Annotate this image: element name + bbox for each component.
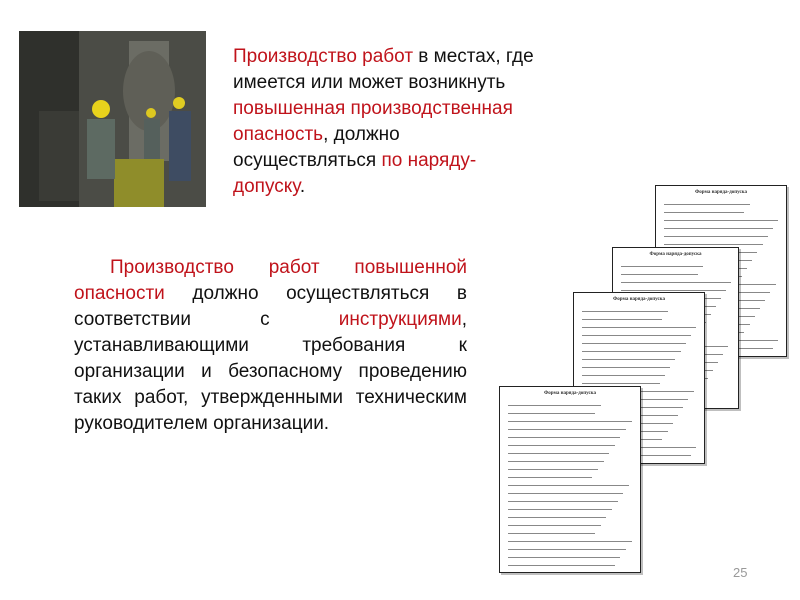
form-line (508, 453, 609, 454)
top-text-3: повышенная производственная опасность (233, 98, 513, 145)
form-line (508, 413, 595, 414)
form-line (582, 327, 696, 328)
top-text-2: в местах, где имеется или может возникнуть (233, 46, 534, 93)
form-line (508, 501, 617, 502)
form-line (508, 421, 631, 422)
form-line (582, 343, 686, 344)
bottom-text-1: Производство работ повышенной опасности (74, 257, 467, 304)
form-line (664, 244, 763, 245)
form-title: Форма наряда-допуска (613, 297, 665, 302)
form-title: Форма наряда-допуска (649, 252, 702, 257)
form-title: Форма наряда-допуска (544, 391, 596, 396)
form-line (508, 525, 600, 526)
form-line (508, 541, 631, 542)
slide-number: 25 (733, 565, 748, 580)
form-line (621, 274, 699, 275)
form-line (664, 212, 745, 213)
form-line (621, 290, 726, 291)
form-line (508, 549, 626, 550)
top-paragraph (233, 44, 543, 200)
form-line (508, 509, 612, 510)
form-line (508, 565, 614, 566)
form-line (582, 351, 681, 352)
form-line (508, 429, 626, 430)
form-line (508, 493, 623, 494)
bottom-paragraph (74, 255, 467, 437)
form-line (508, 469, 598, 470)
form-line (582, 375, 665, 376)
form-line (664, 236, 768, 237)
form-line (508, 517, 606, 518)
form-line (508, 405, 600, 406)
form-line (664, 204, 750, 205)
form-line (508, 461, 603, 462)
top-text-1: Производство работ (233, 46, 414, 67)
bottom-text-3: инструкциями (338, 309, 462, 330)
form-line (508, 437, 620, 438)
form-page-4 (499, 386, 641, 573)
form-line (664, 228, 773, 229)
top-text-5: по наряду-допуску (233, 150, 477, 197)
form-line (582, 383, 660, 384)
form-line (582, 319, 663, 320)
form-line (508, 477, 592, 478)
form-line (508, 485, 628, 486)
form-line (621, 266, 704, 267)
form-line (508, 533, 595, 534)
workers-photo-drawing (19, 31, 206, 207)
workers-photo (19, 31, 206, 207)
form-line (664, 220, 778, 221)
form-line (508, 445, 614, 446)
form-line (508, 557, 620, 558)
form-line (582, 311, 668, 312)
form-line (582, 335, 691, 336)
form-line (582, 367, 670, 368)
form-title: Форма наряда-допуска (695, 190, 747, 195)
bottom-text-2: должно осуществляться в соответствии с (74, 283, 467, 330)
top-text-6: . (299, 176, 306, 197)
bottom-text-4: , устанавливающими требования к организации и безопасному проведению таких работ, утвержденными техническим руководителем организации. (74, 309, 467, 434)
form-line (582, 359, 676, 360)
form-line (621, 282, 731, 283)
top-text-4: , должно осуществляться (233, 124, 400, 171)
